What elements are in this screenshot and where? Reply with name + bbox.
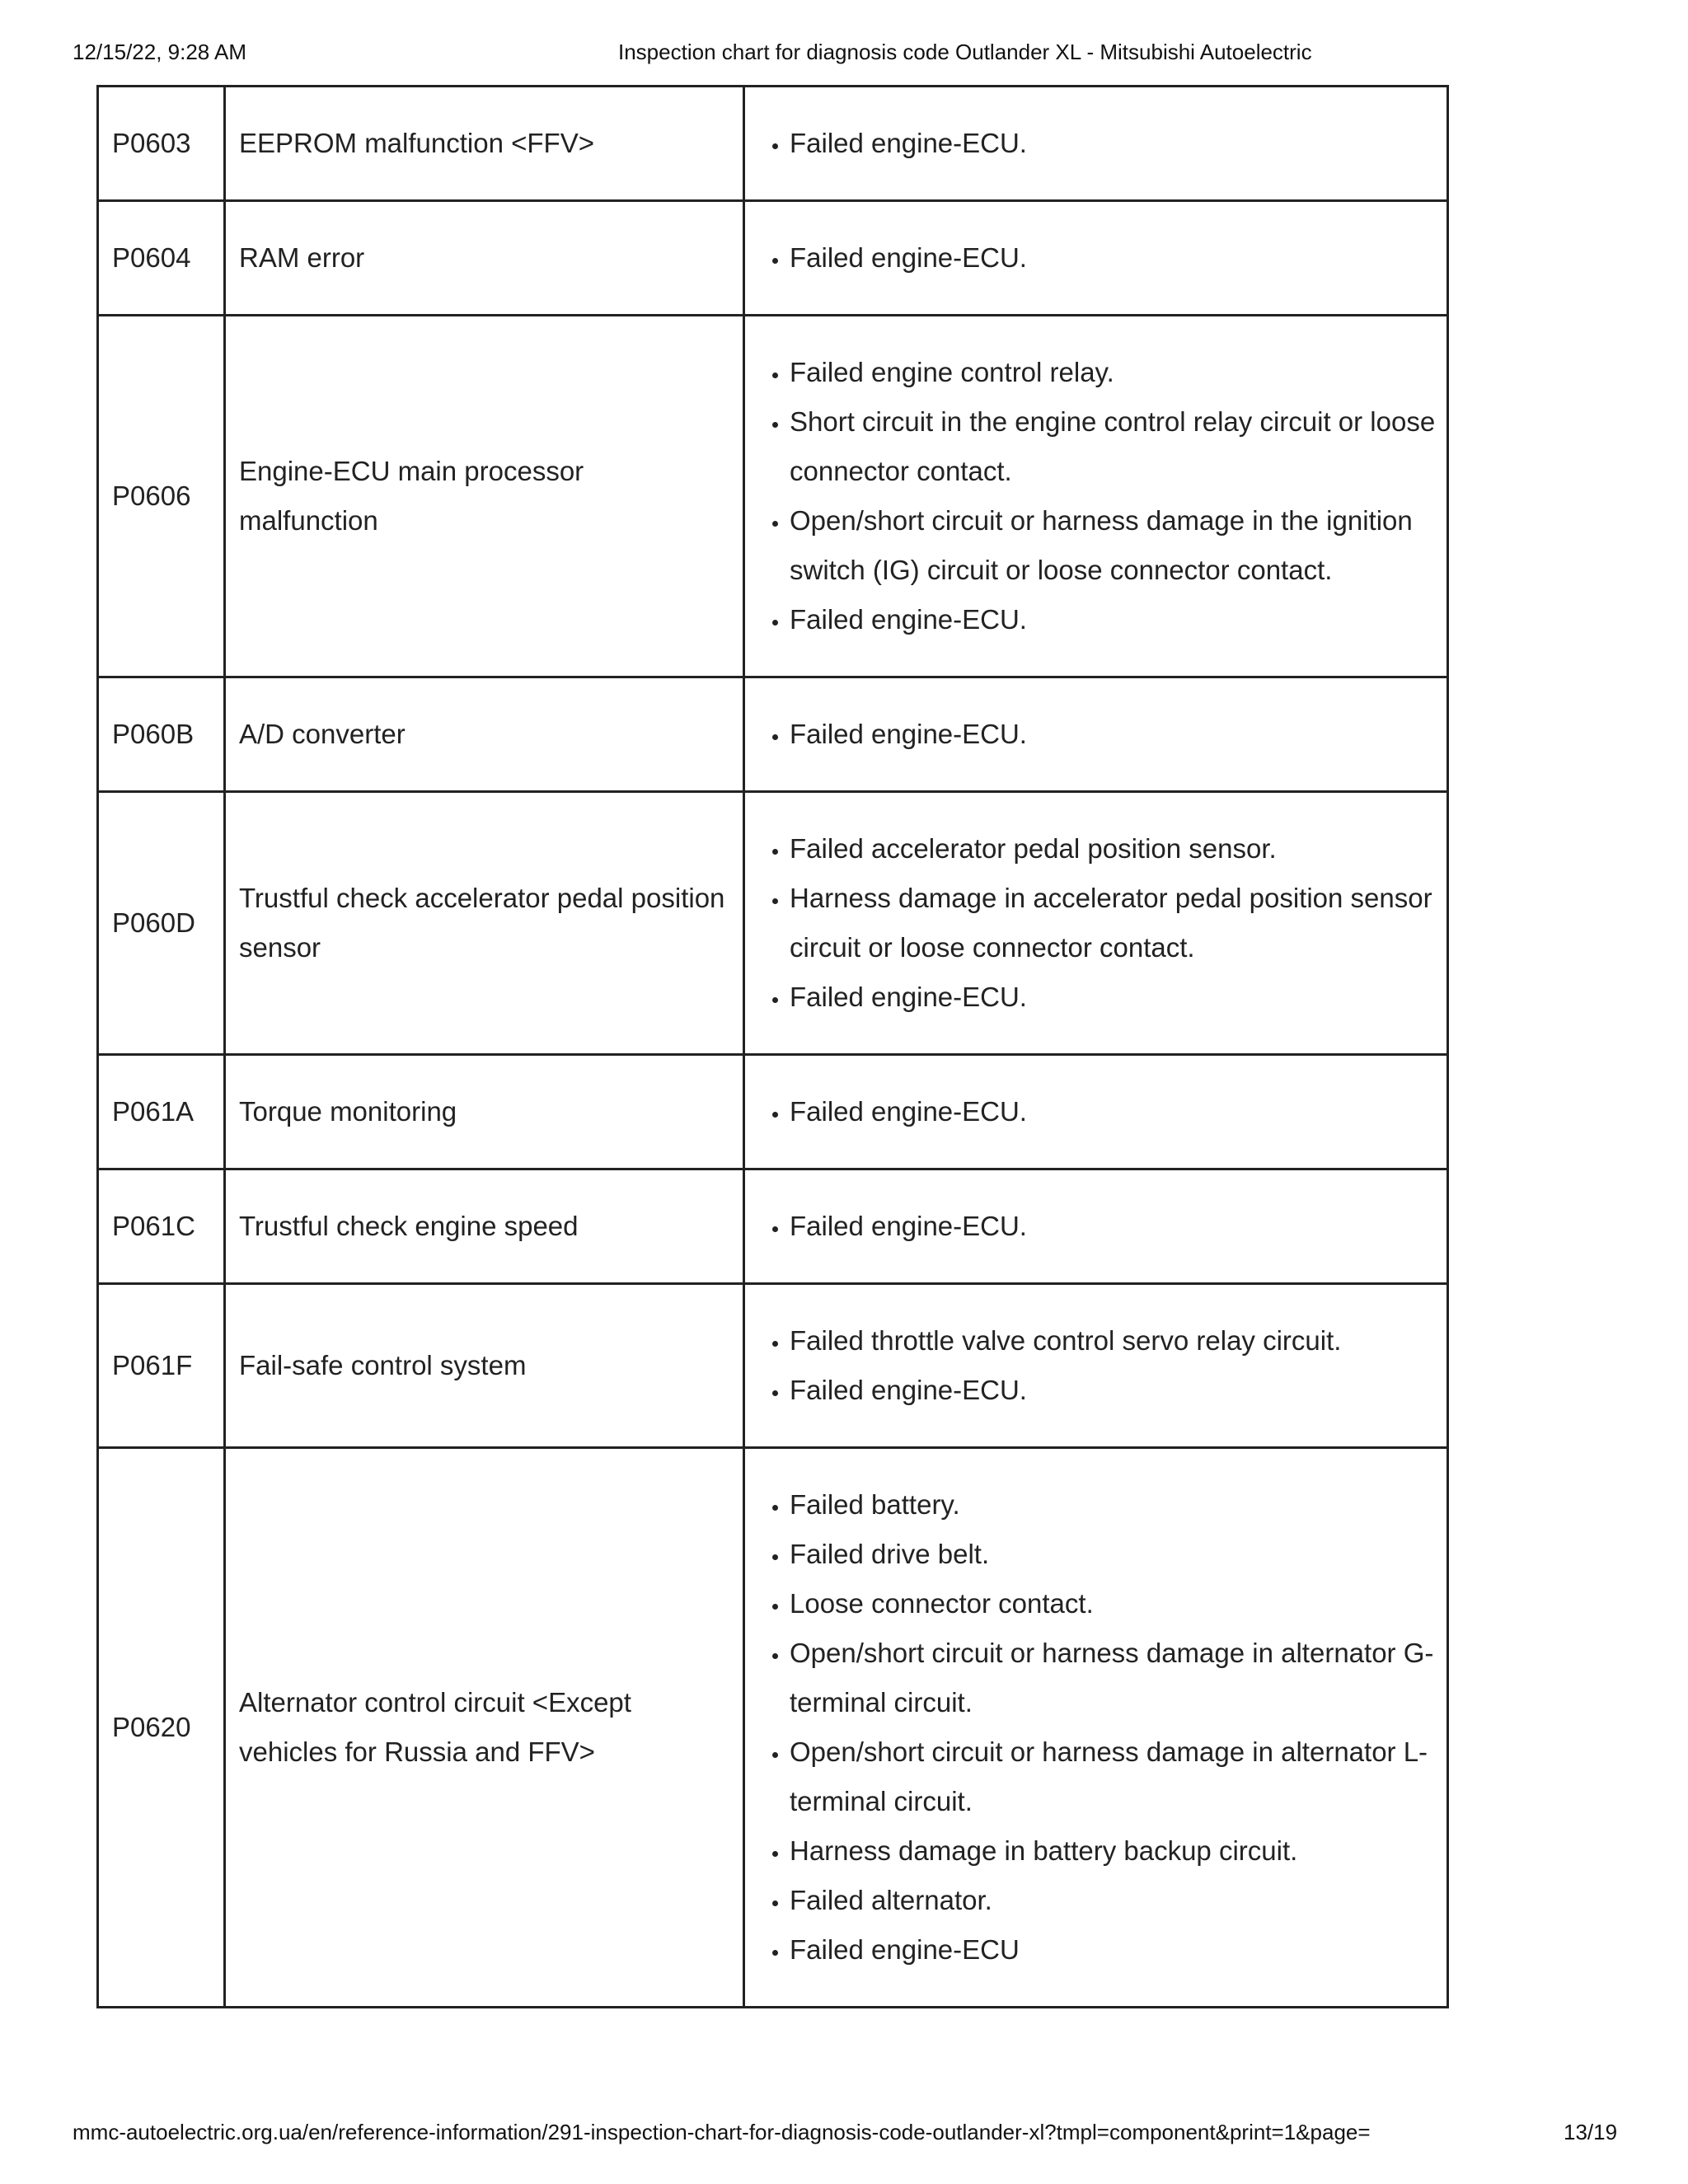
table-row (98, 1055, 1448, 1169)
probable-cause-item: • Failed drive belt. (790, 1530, 1447, 1579)
diagnosis-item-cell: RAM error (225, 201, 744, 316)
probable-cause-list (745, 1449, 1447, 2006)
probable-cause-list (745, 678, 1447, 790)
probable-cause-item: • Failed engine-ECU. (790, 233, 1447, 283)
probable-cause-item: • Failed accelerator pedal position sensor. (790, 824, 1447, 874)
diagnosis-item-cell: Engine-ECU main processor malfunction (225, 316, 744, 677)
probable-cause-list (745, 1285, 1447, 1446)
probable-cause-item: • Failed engine-ECU. (790, 119, 1447, 168)
table-row (98, 316, 1448, 677)
probable-cause-item: • Failed battery. (790, 1480, 1447, 1530)
probable-cause-item: • Loose connector contact. (790, 1579, 1447, 1629)
diagnosis-item-cell: Alternator control circuit <Except vehicles for Russia and FFV> (225, 1448, 744, 2008)
diagnosis-code-table (96, 85, 1449, 2008)
probable-cause-item: • Open/short circuit or harness damage in the ignition switch (IG) circuit or loose connector contact. (790, 496, 1447, 595)
print-url: mmc-autoelectric.org.ua/en/reference-information/291-inspection-chart-for-diagnosis-code-outlander-xl?tmpl=component&print=1&page= (73, 2120, 1371, 2144)
table-row (98, 1448, 1448, 2008)
probable-cause-item: • Failed engine-ECU. (790, 1202, 1447, 1251)
probable-cause-item: • Failed engine-ECU. (790, 1366, 1447, 1415)
print-footer (0, 2120, 1688, 2153)
probable-cause-item: • Open/short circuit or harness damage in alternator G-terminal circuit. (790, 1629, 1447, 1727)
table-row (98, 87, 1448, 201)
probable-cause-cell (744, 677, 1448, 792)
diagnosis-code-cell: P060D (98, 792, 225, 1055)
probable-cause-list (745, 316, 1447, 676)
probable-cause-list (745, 1170, 1447, 1282)
diagnosis-code-table-body (98, 87, 1448, 2008)
probable-cause-item: • Harness damage in accelerator pedal position sensor circuit or loose connector contact. (790, 874, 1447, 972)
probable-cause-cell (744, 792, 1448, 1055)
probable-cause-item: • Failed engine control relay. (790, 348, 1447, 397)
diagnosis-item-cell: Fail-safe control system (225, 1284, 744, 1448)
probable-cause-item: • Failed engine-ECU. (790, 710, 1447, 759)
table-row (98, 201, 1448, 316)
probable-cause-item: • Open/short circuit or harness damage in alternator L-terminal circuit. (790, 1727, 1447, 1826)
probable-cause-cell (744, 1169, 1448, 1284)
probable-cause-item: • Failed alternator. (790, 1876, 1447, 1925)
table-row (98, 677, 1448, 792)
table-row (98, 792, 1448, 1055)
table-row (98, 1169, 1448, 1284)
probable-cause-list (745, 1056, 1447, 1168)
probable-cause-cell (744, 316, 1448, 677)
probable-cause-item: • Short circuit in the engine control relay circuit or loose connector contact. (790, 397, 1447, 496)
page-number: 13/19 (1564, 2120, 1618, 2144)
probable-cause-cell (744, 1055, 1448, 1169)
diagnosis-item-cell: A/D converter (225, 677, 744, 792)
probable-cause-cell (744, 1448, 1448, 2008)
diagnosis-code-cell: P060B (98, 677, 225, 792)
diagnosis-item-cell: Trustful check accelerator pedal position sensor (225, 792, 744, 1055)
probable-cause-item: • Failed throttle valve control servo relay circuit. (790, 1316, 1447, 1366)
diagnosis-code-cell: P061F (98, 1284, 225, 1448)
print-datetime: 12/15/22, 9:28 AM (73, 40, 247, 64)
diagnosis-item-cell: Trustful check engine speed (225, 1169, 744, 1284)
probable-cause-item: • Failed engine-ECU (790, 1925, 1447, 1975)
diagnosis-item-cell: Torque monitoring (225, 1055, 744, 1169)
table-row (98, 1284, 1448, 1448)
probable-cause-list (745, 87, 1447, 199)
probable-cause-cell (744, 1284, 1448, 1448)
probable-cause-list (745, 793, 1447, 1053)
probable-cause-item: • Failed engine-ECU. (790, 595, 1447, 644)
diagnosis-item-cell: EEPROM malfunction <FFV> (225, 87, 744, 201)
diagnosis-code-cell: P0620 (98, 1448, 225, 2008)
diagnosis-code-cell: P0603 (98, 87, 225, 201)
print-header (0, 40, 1688, 73)
diagnosis-code-cell: P0604 (98, 201, 225, 316)
print-title: Inspection chart for diagnosis code Outlander XL - Mitsubishi Autoelectric (618, 40, 1312, 64)
probable-cause-list (745, 202, 1447, 314)
probable-cause-item: • Harness damage in battery backup circuit. (790, 1826, 1447, 1876)
diagnosis-code-cell: P061C (98, 1169, 225, 1284)
diagnosis-code-cell: P061A (98, 1055, 225, 1169)
probable-cause-item: • Failed engine-ECU. (790, 972, 1447, 1022)
probable-cause-cell (744, 87, 1448, 201)
diagnosis-code-cell: P0606 (98, 316, 225, 677)
probable-cause-cell (744, 201, 1448, 316)
probable-cause-item: • Failed engine-ECU. (790, 1087, 1447, 1137)
